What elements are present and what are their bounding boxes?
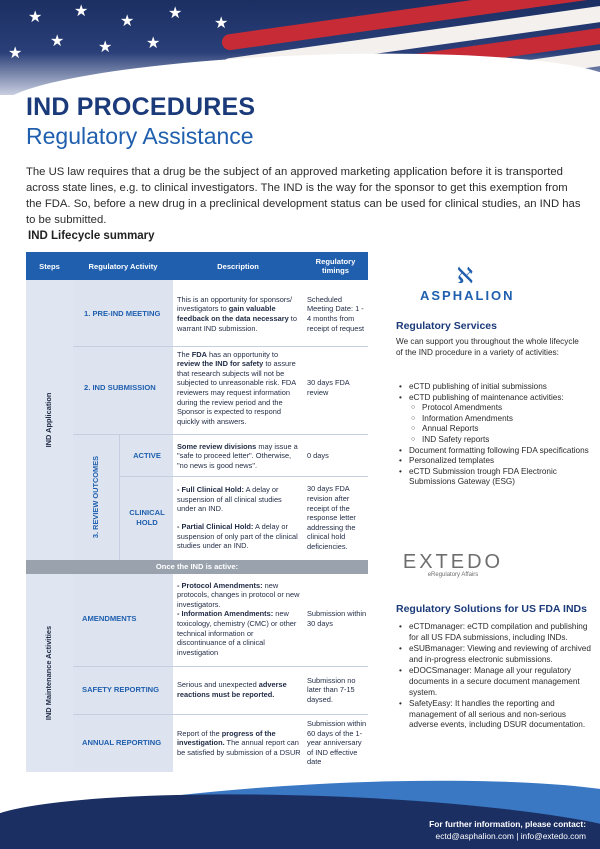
list-subitem: ○ Protocol Amendments — [396, 403, 592, 414]
timing-pre-ind: Scheduled Meeting Date: 1 - 4 months from receipt of request — [307, 294, 365, 333]
table-header — [26, 252, 368, 280]
extedo-heading: Regulatory Solutions for US FDA INDs — [396, 603, 587, 615]
timing-amendments: Submission within 30 days — [307, 609, 367, 628]
asphalion-logo: ℵ ASPHALION — [420, 264, 515, 303]
list-subitem: ○ IND Safety reports — [396, 435, 592, 446]
description-amendments: - Protocol Amendments: new protocols, changes in protocol or new investigators. - Information Amendments: new toxicology, chemistry (CMC) or other technical information or discontinuance of a clinical investigation — [177, 580, 300, 657]
list-item: • eCTD publishing of maintenance activities: — [396, 393, 592, 404]
list-item: • Document formatting following FDA specifications — [396, 446, 592, 457]
list-subitem: ○ Annual Reports — [396, 424, 592, 435]
extedo-solutions-list — [396, 622, 592, 731]
footer-contact: For further information, please contact: ectd@asphalion.com | info@extedo.com — [429, 819, 586, 841]
list-item: • eCTD publishing of initial submissions — [396, 382, 592, 393]
activity-safety-reporting: SAFETY REPORTING — [82, 685, 160, 695]
list-item: • eCTDmanager: eCTD compilation and publishing for all US FDA submissions, including INDs. — [396, 622, 592, 643]
intro-paragraph: The US law requires that a drug be the subject of an approved marketing application before it is transported across state lines, e.g. to clinical investigators. The IND is the way for the sponsor to get this exemption from the FDA. So, before a new drug in a preclinical development status can be used for clinical studies, an IND has to be submitted. — [26, 166, 581, 226]
timing-clinical-hold: 30 days FDA revision after receipt of the response letter addressing the clinical hold deficiencies. — [307, 484, 356, 551]
group-label-maintenance: IND Maintenance Activities — [44, 625, 54, 721]
asphalion-intro: We can support you throughout the whole lifecycle of the IND procedure in a variety of activities: — [396, 337, 579, 357]
activity-amendments: AMENDMENTS — [82, 614, 137, 624]
list-item: • SafetyEasy: It handles the reporting and management of all serious and non-serious adverse events, including DSUR documentation. — [396, 699, 592, 731]
flag-banner-image: ★ ★ ★ ★ ★ ★ ★ ★ ★ — [0, 0, 600, 95]
timing-ind-submission: 30 days FDA review — [307, 378, 350, 397]
once-active-band: Once the IND is active: — [26, 560, 368, 574]
header-steps: Steps — [39, 261, 60, 271]
list-item: • Personalized templates — [396, 456, 592, 467]
description-active: Some review divisions may issue a "safe to proceed letter". Otherwise, "no news is good news". — [177, 441, 298, 470]
list-subitem: ○ Information Amendments — [396, 414, 592, 425]
group-label-application: IND Application — [44, 392, 54, 448]
description-ind-submission: The FDA has an opportunity to review the IND for safety to assure that research subjects will not be subjected to unreasonable risk. FDA reviewers may request information during the review period and the Sponsor is expected to respond quickly with answers. — [177, 349, 296, 426]
description-safety-reporting: Serious and unexpected adverse reactions must be reported. — [177, 680, 287, 699]
asphalion-heading: Regulatory Services — [396, 320, 497, 332]
footer-wave — [0, 778, 600, 849]
activity-annual-reporting: ANNUAL REPORTING — [82, 738, 162, 748]
header-activity: Regulatory Activity — [88, 261, 158, 271]
list-item: • eCTD Submission trough FDA Electronic Submissions Gateway (ESG) — [396, 467, 592, 488]
page-subtitle: Regulatory Assistance — [26, 123, 254, 149]
header-timings: Regulatory timings — [315, 257, 356, 275]
list-item: • eSUBmanager: Viewing and reviewing of archived and in-progress electronic submissions. — [396, 644, 592, 665]
activity-ind-submission: 2. IND SUBMISSION — [84, 383, 156, 393]
timing-safety-reporting: Submission no later than 7-15 daysed. — [307, 675, 356, 704]
group-label-review-outcomes: 3. REVIEW OUTCOMES — [91, 455, 101, 539]
page-title-block — [26, 93, 255, 150]
contact-emails: ectd@asphalion.com | info@extedo.com — [435, 831, 586, 841]
extedo-logo: EXTEDO eRegulatory Affairs — [402, 551, 504, 578]
activity-pre-ind: 1. PRE-IND MEETING — [84, 309, 161, 319]
asphalion-logo-icon: ℵ — [456, 264, 474, 289]
timing-active: 0 days — [307, 451, 329, 461]
header-description: Description — [217, 261, 259, 271]
lifecycle-title: IND Lifecycle summary — [28, 230, 155, 242]
asphalion-services-list — [396, 382, 592, 488]
description-pre-ind: This is an opportunity for sponsors/ investigators to gain valuable feedback on the data necessary to warrant IND submission. — [177, 294, 297, 333]
activity-clinical-hold: CLINICAL HOLD — [129, 508, 165, 527]
page-title: IND PROCEDURES — [26, 93, 256, 121]
activity-active: ACTIVE — [133, 451, 161, 461]
ind-lifecycle-table — [26, 252, 368, 772]
steps-cell-maintenance — [26, 574, 73, 772]
timing-annual-reporting: Submission within 60 days of the 1-year anniversary of IND effective date — [307, 719, 367, 767]
description-annual-reporting: Report of the progress of the investigation. The annual report can be satisfied by submission of a DSUR — [177, 728, 301, 757]
list-item: • eDOCSmanager: Manage all your regulatory documents in a secure document management system. — [396, 666, 592, 698]
steps-cell-application — [26, 280, 73, 560]
description-clinical-hold: - Full Clinical Hold: A delay or suspension of all clinical studies under an IND. - Partial Clinical Hold: A delay or suspension of only part of the clinical studies under an IND. — [177, 485, 298, 551]
